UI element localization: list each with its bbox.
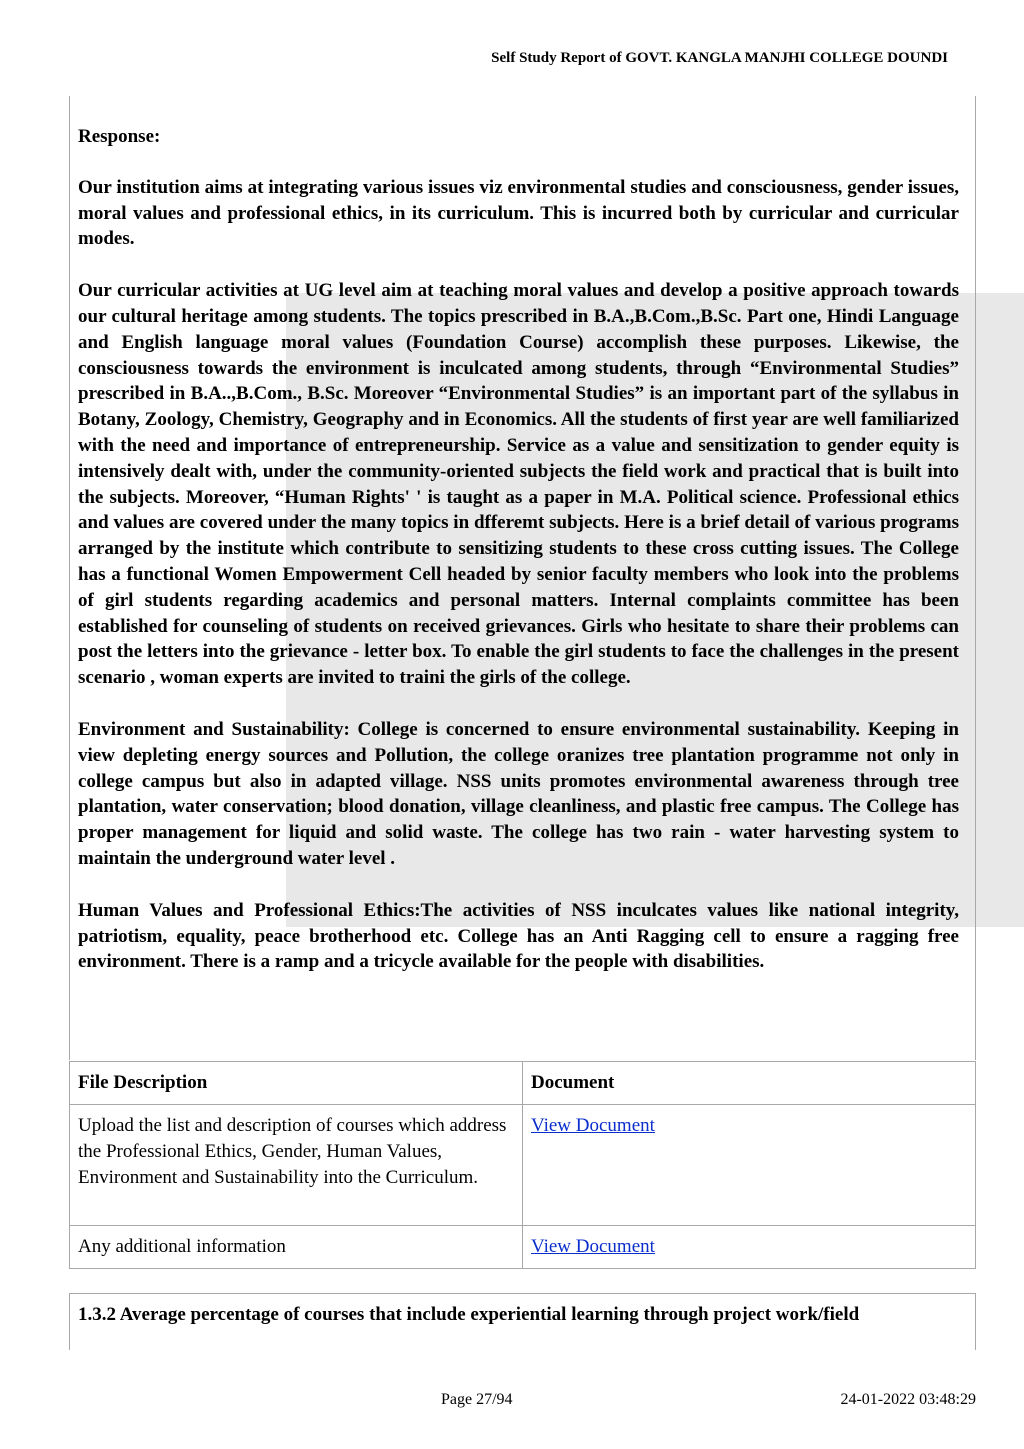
response-paragraph-environment: Environment and Sustainability: College is concerned to ensure environmental sustainability. Keeping in view depleting energy sources and Pollution, the college oranizes tree plantation programme not only in college campus but also in adapted village. NSS units promotes environmental awareness through tree plantation, water conservation; blood donation, village cleanliness, and plastic free campus. The College has proper management for liquid and solid waste. The college has two rain - water harvesting system to maintain the underground water level .	[78, 718, 959, 869]
response-paragraph-human-values: Human Values and Professional Ethics:The activities of NSS inculcates values like national integrity, patriotism, equality, peace brotherhood etc. College has an Anti Ragging cell to ensure a ragging free environment. There is a ramp and a tricycle available for the people with disabilities.	[78, 899, 959, 973]
file-description-table	[69, 1061, 976, 1269]
view-document-link[interactable]: View Document	[531, 1115, 655, 1136]
file-description-cell: Upload the list and description of courses which address the Professional Ethics, Gender, Human Values, Environment and Sustainability into the Curriculum.	[70, 1105, 523, 1226]
report-header-title: Self Study Report of GOVT. KANGLA MANJHI COLLEGE DOUNDI	[491, 50, 948, 66]
header-file-description: File Description	[70, 1062, 523, 1105]
table-row	[70, 1226, 976, 1269]
file-description-cell: Any additional information	[70, 1226, 523, 1269]
view-document-link[interactable]: View Document	[531, 1236, 655, 1257]
page-number: Page 27/94	[441, 1391, 513, 1408]
table-header-row	[70, 1062, 976, 1105]
response-paragraph-intro: Our institution aims at integrating various issues viz environmental studies and consciousness, gender issues, moral values and professional ethics, in its curriculum. This is incurred both by curricular and curricular modes.	[78, 176, 959, 250]
response-label: Response:	[78, 126, 161, 147]
next-section-title: 1.3.2 Average percentage of courses that include experiential learning through project work/field	[78, 1304, 860, 1325]
table-row	[70, 1105, 976, 1226]
document-cell	[523, 1105, 976, 1226]
header-document: Document	[523, 1062, 976, 1105]
document-cell	[523, 1226, 976, 1269]
response-content	[78, 124, 959, 1001]
footer-timestamp: 24-01-2022 03:48:29	[840, 1391, 976, 1408]
response-paragraph-curricular: Our curricular activities at UG level aim at teaching moral values and develop a positive approach towards our cultural heritage among students. The topics prescribed in B.A.,B.Com.,B.Sc. Part one, Hindi Language and English language moral values (Foundation Course) accomplish these purposes. Likewise, the consciousness towards the environment is inculcated among students, through “Environmental Studies” prescribed in B.A..,B.Com., B.Sc. Moreover “Environmental Studies” is an important part of the syllabus in Botany, Zoology, Chemistry, Geography and in Economics. All the students of first year are well familiarized with the need and importance of entrepreneurship. Service as a value and sensitization to gender equity is intensively dealt with, under the community-oriented subjects the field work and practical that is built into the subjects. Moreover, “Human Rights' ' is taught as a paper in M.A. Political science. Professional ethics and values are covered under the many topics in dfferemt subjects. Here is a brief detail of various programs arranged by the institute which contribute to sensitizing students to these cross cutting issues. The College has a functional Women Empowerment Cell headed by senior faculty members who look into the problems of girl students regarding academics and personal matters. Internal complaints committee has been established for counseling of students on received grievances. Girls who hesitate to share their problems can post the letters into the grievance - letter box. To enable the girl students to face the challenges in the present scenario , woman experts are invited to traini the girls of the college.	[78, 280, 959, 689]
